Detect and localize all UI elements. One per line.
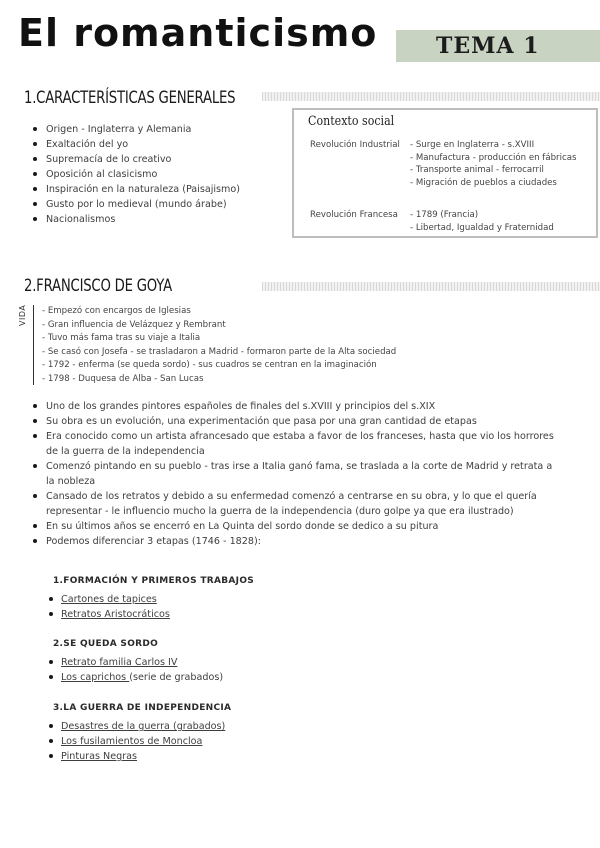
goya-list [32, 399, 554, 549]
list-item [48, 719, 225, 734]
work-link: Retrato familia Carlos IV [61, 657, 178, 668]
list-item: Comenzó pintando en su pueblo - tras irse a Italia ganó fama, se traslada a la corte de Madrid y retrata a la nobleza [32, 459, 554, 489]
list-item: Oposición al clasicismo [32, 167, 282, 182]
tema-badge [396, 30, 600, 62]
list-item: - Transporte animal - ferrocarril [410, 165, 544, 176]
list-item: - 1789 (Francia) [410, 210, 479, 220]
list-item: - Manufactura - producción en fábricas [410, 152, 577, 163]
list-item: - Empezó con encargos de Iglesias [42, 306, 191, 316]
list-item: Era conocido como un artista afrancesado que estaba a favor de los franceses, hasta que vio los horrores de la guerra de la independencia [32, 429, 554, 459]
work-link: Retratos Aristocráticos [61, 609, 170, 620]
section1-heading: 1.CARACTERÍSTICAS GENERALES [24, 88, 236, 108]
list-item: - 1798 - Duquesa de Alba - San Lucas [42, 373, 204, 384]
vida-list [42, 305, 396, 387]
list-item: Exaltación del yo [32, 137, 282, 152]
etapa-2-list [48, 655, 223, 685]
work-link: Desastres de la guerra (grabados) [61, 721, 226, 732]
list-item [48, 734, 225, 749]
list-item: En su últimos años se encerró en La Quinta del sordo donde se dedico a su pitura [32, 519, 554, 534]
work-link: Pinturas Negras [61, 751, 138, 762]
vida-bracket [33, 305, 34, 385]
etapa-3-title: 3.LA GUERRA DE INDEPENDENCIA [53, 703, 232, 713]
work-link: Cartones de tapices [61, 594, 157, 605]
list-item [48, 592, 170, 607]
work-link: Los fusilamientos de Moncloa [61, 736, 203, 747]
vida-label: VIDA [18, 304, 27, 326]
list-item: Supremacía de lo creativo [32, 152, 282, 167]
work-link: Los caprichos [61, 672, 130, 683]
list-item: - Migración de pueblos a ciudades [410, 178, 557, 189]
list-item: Uno de los grandes pintores españoles de finales del s.XVIII y principios del s.XIX [32, 399, 554, 414]
etapa-1-title: 1.FORMACIÓN Y PRIMEROS TRABAJOS [53, 576, 255, 586]
list-item: Origen - Inglaterra y Alemania [32, 122, 282, 137]
list-item [48, 670, 223, 685]
list-item: Inspiración en la naturaleza (Paisajismo) [32, 182, 282, 197]
caracteristicas-list [32, 122, 282, 227]
section1-divider [262, 92, 600, 101]
list-item [48, 607, 170, 622]
list-item: - Tuvo más fama tras su viaje a Italia [42, 333, 201, 344]
list-item: - Gran influencia de Velázquez y Rembrant [42, 319, 226, 330]
industrial-label: Revolución Industrial [310, 140, 400, 150]
list-item: - 1792 - enferma (se queda sordo) - sus cuadros se centran en la imaginación [42, 360, 377, 371]
list-item: Cansado de los retratos y debido a su enfermedad comenzó a centrarse en su obra, y lo que el quería representar - le influencio mucho la guerra de la independencia (duro golpe ya que era ilustrado) [32, 489, 554, 519]
list-item [48, 749, 225, 764]
list-item: Nacionalismos [32, 212, 282, 227]
etapa-3-list [48, 719, 225, 764]
francesa-lines [410, 209, 554, 234]
list-item: Gusto por lo medieval (mundo árabe) [32, 197, 282, 212]
list-item: - Libertad, Igualdad y Fraternidad [410, 222, 554, 233]
contexto-social-box [292, 108, 598, 238]
list-item: - Se casó con Josefa - se trasladaron a Madrid - formaron parte de la Alta sociedad [42, 346, 397, 357]
etapa-1-list [48, 592, 170, 622]
francesa-label: Revolución Francesa [310, 210, 398, 220]
section2-divider [262, 282, 600, 291]
list-item: - Surge en Inglaterra - s.XVIII [410, 140, 535, 150]
list-item [48, 655, 223, 670]
etapa-2-title: 2.SE QUEDA SORDO [53, 639, 159, 649]
section2-heading: 2.FRANCISCO DE GOYA [24, 276, 172, 296]
list-item: Podemos diferenciar 3 etapas (1746 - 1828): [32, 534, 554, 549]
page-title: El romanticismo [18, 11, 378, 55]
work-note: (serie de grabados) [129, 672, 224, 683]
list-item: Su obra es un evolución, una experimentación que pasa por una gran cantidad de etapas [32, 414, 554, 429]
industrial-lines [410, 139, 576, 190]
contexto-title: Contexto social [308, 114, 395, 129]
tema-label: TEMA 1 [436, 33, 540, 59]
